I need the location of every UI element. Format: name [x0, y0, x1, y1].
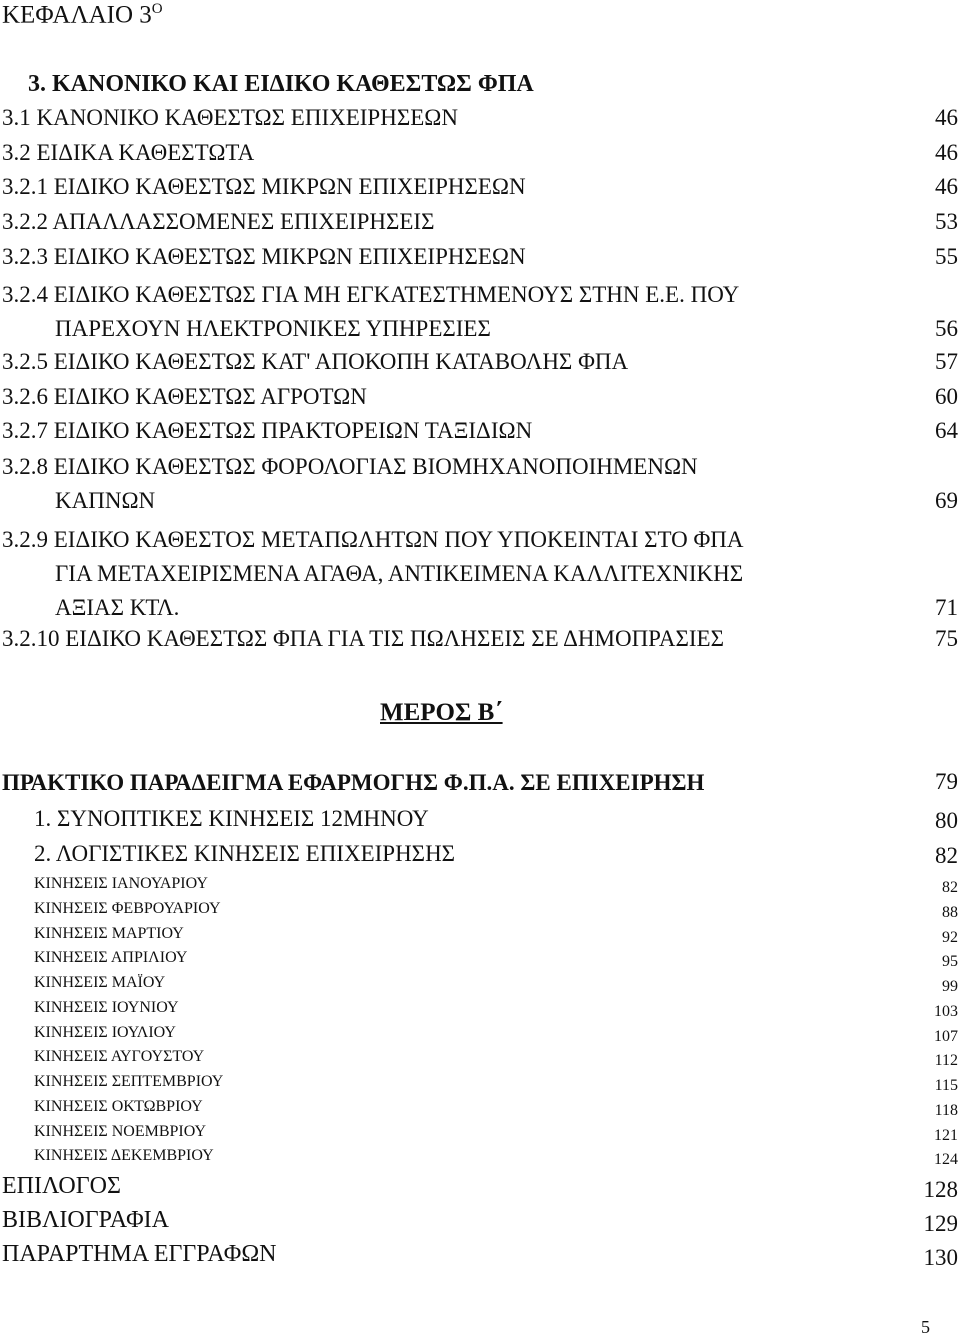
toc-entry-page: 46 [935, 174, 958, 199]
toc-entry-page: 115 [934, 1077, 958, 1094]
toc-entry-title: ΚΙΝΗΣΕΙΣ ΙΟΥΛΙΟΥ [34, 1023, 176, 1041]
toc-entry-title: ΚΙΝΗΣΕΙΣ ΜΑΪΟΥ [34, 974, 166, 991]
toc-entry-page: 46 [935, 105, 958, 130]
chapter-heading-text: ΚΕΦΑΛΑΙΟ 3 [2, 1, 152, 29]
toc-entry-page: 53 [935, 209, 958, 234]
toc-entry-continuation: ΠΑΡΕΧΟΥΝ ΗΛΕΚΤΡΟΝΙΚΕΣ ΥΠΗΡΕΣΙΕΣ [55, 316, 491, 341]
toc-entry-page: 82 [935, 843, 958, 868]
toc-entry-continuation: ΓΙΑ ΜΕΤΑΧΕΙΡΙΣΜΕΝΑ ΑΓΑΘΑ, ΑΝΤΙΚΕΙΜΕΝΑ ΚΑΛΛΙΤΕΧΝΙΚΗΣ [55, 561, 744, 586]
toc-entry-page: 99 [942, 978, 958, 995]
toc-entry-page: 118 [934, 1101, 958, 1119]
toc-entry-title: 3.2.9 ΕΙΔΙΚΟ ΚΑΘΕΣΤΟΣ ΜΕΤΑΠΩΛΗΤΩΝ ΠΟΥ ΥΠΟΚΕΙΝΤΑΙ ΣΤΟ ΦΠΑ [2, 527, 744, 552]
toc-entry-title: ΒΙΒΛΙΟΓΡΑΦΙΑ [2, 1207, 169, 1233]
section-title: 3. ΚΑΝΟΝΙΚΟ ΚΑΙ ΕΙΔΙΚΟ ΚΑΘΕΣΤΩΣ ΦΠΑ [28, 71, 534, 97]
toc-entry-page: 88 [942, 903, 958, 921]
toc-entry-page: 124 [934, 1151, 958, 1169]
toc-entry-page: 57 [935, 349, 958, 374]
toc-entry-title: ΠΑΡΑΡΤΗΜΑ ΕΓΓΡΑΦΩΝ [2, 1241, 277, 1267]
toc-entry-title: ΚΙΝΗΣΕΙΣ ΑΠΡΙΛΙΟΥ [34, 949, 188, 967]
toc-entry-title: ΚΙΝΗΣΕΙΣ ΑΥΓΟΥΣΤΟΥ [34, 1048, 205, 1066]
toc-entry-page: 129 [923, 1211, 958, 1236]
toc-entry-title: 3.2 ΕΙΔΙΚΑ ΚΑΘΕΣΤΩΤΑ [2, 140, 255, 165]
toc-entry-title: ΚΙΝΗΣΕΙΣ ΜΑΡΤΙΟΥ [34, 924, 184, 942]
toc-entry-continuation: ΚΑΠΝΩΝ [55, 488, 156, 513]
toc-entry-title: 1. ΣΥΝΟΠΤΙΚΕΣ ΚΙΝΗΣΕΙΣ 12ΜΗΝΟΥ [34, 806, 429, 831]
chapter-heading [2, 2, 163, 27]
toc-entry-continuation: ΑΞΙΑΣ ΚΤΛ. [55, 595, 180, 620]
toc-entry-title: ΚΙΝΗΣΕΙΣ ΔΕΚΕΜΒΡΙΟΥ [34, 1147, 214, 1165]
toc-entry-page: 130 [923, 1245, 958, 1270]
toc-entry-page: 103 [934, 1002, 958, 1020]
practical-heading-page: 79 [935, 769, 958, 794]
toc-entry-title: ΕΠΙΛΟΓΟΣ [2, 1173, 121, 1199]
toc-entry-page: 75 [935, 626, 958, 651]
toc-entry-title: 3.2.7 ΕΙΔΙΚΟ ΚΑΘΕΣΤΩΣ ΠΡΑΚΤΟΡΕΙΩΝ ΤΑΞΙΔΙΩΝ [2, 418, 533, 443]
chapter-heading-superscript: Ο [151, 1, 163, 17]
page-number: 5 [921, 1317, 930, 1337]
toc-entry-page: 46 [935, 140, 958, 165]
toc-entry-page: 55 [935, 244, 958, 269]
toc-entry-title: ΚΙΝΗΣΕΙΣ ΟΚΤΩΒΡΙΟΥ [34, 1097, 203, 1115]
toc-entry-title: 3.2.8 ΕΙΔΙΚΟ ΚΑΘΕΣΤΩΣ ΦΟΡΟΛΟΓΙΑΣ ΒΙΟΜΗΧΑΝΟΠΟΙΗΜΕΝΩΝ [2, 454, 698, 479]
toc-entry-title: 3.2.5 ΕΙΔΙΚΟ ΚΑΘΕΣΤΩΣ ΚΑΤ' ΑΠΟΚΟΠΗ ΚΑΤΑΒΟΛΗΣ ΦΠΑ [2, 349, 629, 374]
toc-entry-title: 3.2.10 ΕΙΔΙΚΟ ΚΑΘΕΣΤΩΣ ΦΠΑ ΓΙΑ ΤΙΣ ΠΩΛΗΣΕΙΣ ΣΕ ΔΗΜΟΠΡΑΣΙΕΣ [2, 626, 724, 651]
toc-entry-page: 82 [942, 879, 958, 896]
toc-entry-page: 69 [935, 488, 958, 513]
toc-entry-title: 3.2.2 ΑΠΑΛΛΑΣΣΟΜΕΝΕΣ ΕΠΙΧΕΙΡΗΣΕΙΣ [2, 209, 435, 234]
toc-entry-title: ΚΙΝΗΣΕΙΣ ΙΟΥΝΙΟΥ [34, 998, 179, 1016]
toc-entry-title: ΚΙΝΗΣΕΙΣ ΦΕΒΡΟΥΑΡΙΟΥ [34, 899, 221, 917]
toc-entry-title: 3.2.6 ΕΙΔΙΚΟ ΚΑΘΕΣΤΩΣ ΑΓΡΟΤΩΝ [2, 384, 367, 409]
toc-entry-title: 3.1 ΚΑΝΟΝΙΚΟ ΚΑΘΕΣΤΩΣ ΕΠΙΧΕΙΡΗΣΕΩΝ [2, 105, 458, 130]
toc-entry-page: 121 [934, 1126, 958, 1144]
toc-entry-page: 64 [935, 418, 958, 443]
toc-entry-page: 71 [935, 595, 958, 620]
practical-heading-title: ΠΡΑΚΤΙΚΟ ΠΑΡΑΔΕΙΓΜΑ ΕΦΑΡΜΟΓΗΣ Φ.Π.Α. ΣΕ ΕΠΙΧΕΙΡΗΣΗ [2, 770, 705, 795]
toc-entry-title: ΚΙΝΗΣΕΙΣ ΣΕΠΤΕΜΒΡΙΟΥ [34, 1073, 224, 1090]
toc-entry-page: 80 [935, 808, 958, 833]
toc-entry-title: 3.2.4 ΕΙΔΙΚΟ ΚΑΘΕΣΤΩΣ ΓΙΑ ΜΗ ΕΓΚΑΤΕΣΤΗΜΕΝΟΥΣ ΣΤΗΝ Ε.Ε. ΠΟΥ [2, 282, 740, 307]
toc-entry-title: 2. ΛΟΓΙΣΤΙΚΕΣ ΚΙΝΗΣΕΙΣ ΕΠΙΧΕΙΡΗΣΗΣ [34, 841, 456, 866]
toc-entry-page: 107 [934, 1027, 958, 1045]
toc-entry-page: 56 [935, 316, 958, 341]
toc-entry-page: 112 [934, 1052, 958, 1070]
toc-entry-page: 128 [923, 1177, 958, 1202]
toc-entry-title: ΚΙΝΗΣΕΙΣ ΝΟΕΜΒΡΙΟΥ [34, 1122, 207, 1140]
toc-entry-title: ΚΙΝΗΣΕΙΣ ΙΑΝΟΥΑΡΙΟΥ [34, 875, 208, 892]
part-b-heading: ΜΕΡΟΣ Β΄ [380, 699, 503, 726]
toc-entry-page: 92 [942, 928, 958, 946]
toc-entry-title: 3.2.1 ΕΙΔΙΚΟ ΚΑΘΕΣΤΩΣ ΜΙΚΡΩΝ ΕΠΙΧΕΙΡΗΣΕΩΝ [2, 174, 526, 199]
toc-entry-page: 60 [935, 384, 958, 409]
toc-entry-page: 95 [942, 953, 958, 971]
toc-entry-title: 3.2.3 ΕΙΔΙΚΟ ΚΑΘΕΣΤΩΣ ΜΙΚΡΩΝ ΕΠΙΧΕΙΡΗΣΕΩΝ [2, 244, 526, 269]
